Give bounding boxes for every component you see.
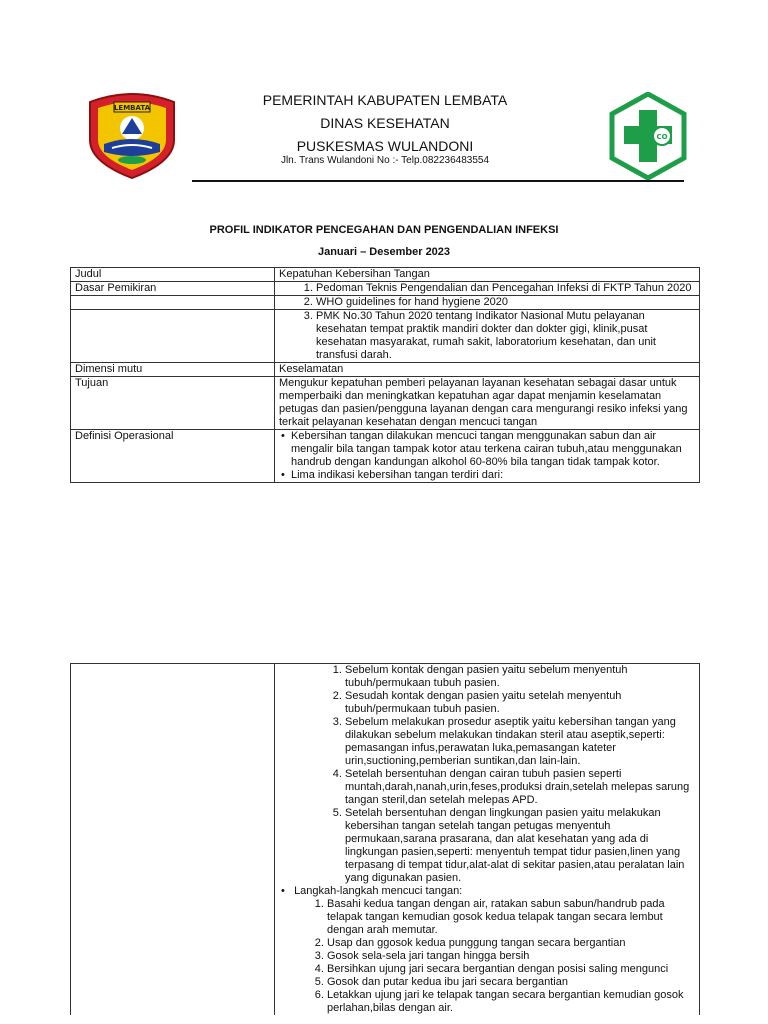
definisi-cell: [275, 430, 700, 483]
langkah-heading: Langkah-langkah mencuci tangan:: [294, 885, 463, 897]
table-row: [71, 430, 700, 483]
table-row: [71, 268, 700, 282]
svg-text:LEMBATA: LEMBATA: [113, 104, 151, 112]
definisi-bullet: • Kebersihan tangan dilakukan mencuci tangan menggunakan sabun dan air mengalir bila tangan tampak kotor atau terkena cairan tubuh,atau menggunakan handrub dengan kandungan alkohol 60-80% bila tangan tidak tampak kotor.: [291, 430, 695, 469]
table-row: [71, 296, 700, 310]
indikasi-item: 3. Sebelum melakukan prosedur aseptik yaitu kebersihan tangan yang dilakukan sebelum melakukan tindakan steril atau aseptik,seperti: pemasangan infus,perawatan luka,pemasangan kateter urin,suctioning,pemberian suntikan,dan lain-lain.: [345, 716, 695, 768]
langkah-item: 1. Basahi kedua tangan dengan air, ratakan sabun sabun/handrub pada telapak tangan kemudian gosok kedua telapak tangan secara lembut dengan arah memutar.: [327, 898, 695, 937]
document-period: Januari – Desember 2023: [317, 246, 451, 258]
langkah-item: 2. Usap dan ggosok kedua punggung tangan secara bergantian: [327, 937, 695, 950]
header-address: Jln. Trans Wulandoni No :- Telp.082236483554: [280, 155, 490, 166]
indicator-table-part-2: [70, 663, 700, 1015]
indicator-table-part-1: [70, 267, 700, 483]
empty-cell: [71, 296, 275, 310]
puskesmas-logo: [608, 92, 688, 180]
continuation-cell: [275, 664, 700, 1016]
dasar-item: 3. PMK No.30 Tahun 2020 tentang Indikator Nasional Mutu pelayanan kesehatan tempat praktik mandiri dokter dan dokter gigi, klinik,pusat kesehatan masyarakat, rumah sakit, laboratorium kesehatan, dan unit transfusi darah.: [316, 310, 695, 362]
dasar-item-cell: [275, 296, 700, 310]
langkah-item: 5. Gosok dan putar kedua ibu jari secara bergantian: [327, 976, 695, 989]
header-line-1: PEMERINTAH KABUPATEN LEMBATA: [262, 92, 508, 108]
empty-cell: [71, 310, 275, 363]
table-row: [71, 664, 700, 1016]
langkah-bullet: [291, 885, 695, 1015]
dasar-item-cell: [275, 282, 700, 296]
header-divider: [192, 180, 684, 182]
svg-text:CO: CO: [656, 133, 668, 141]
table-row: [71, 363, 700, 377]
document-title: PROFIL INDIKATOR PENCEGAHAN DAN PENGENDALIAN INFEKSI: [209, 224, 559, 236]
langkah-item: 3. Gosok sela-sela jari tangan hingga bersih: [327, 950, 695, 963]
empty-cell: [71, 664, 275, 1016]
indikasi-item: 5. Setelah bersentuhan dengan lingkungan pasien yaitu melakukan kebersihan tangan setelah tangan petugas menyentuh permukaan,sarana prasarana, dan alat kesehatan yang ada di lingkungan pasien,seperti: menyentuh tempat tidur pasien,linen yang terpasang di tempat tidur,alat-alat di sekitar pasien,atau peralatan lain yang digunakan pasien.: [345, 807, 695, 885]
row-value-tujuan: Mengukur kepatuhan pemberi pelayanan layanan kesehatan sebagai dasar untuk memperbaiki dan meningkatkan kepatuhan agar dapat menjamin keselamatan petugas dan pasien/pengguna layanan dengan cara mengurangi resiko infeksi yang terkait pelayanan kesehatan dengan mencuci tangan: [275, 377, 700, 430]
row-value-judul: Kepatuhan Kebersihan Tangan: [275, 268, 700, 282]
dasar-item: 2. WHO guidelines for hand hygiene 2020: [316, 296, 695, 309]
header-line-2: DINAS KESEHATAN: [320, 115, 450, 131]
indikasi-item: 2. Sesudah kontak dengan pasien yaitu setelah menyentuh tubuh/permukaan tubuh pasien.: [345, 690, 695, 716]
row-label-dimensi: Dimensi mutu: [71, 363, 275, 377]
row-label-tujuan: Tujuan: [71, 377, 275, 430]
row-value-dimensi: Keselamatan: [275, 363, 700, 377]
dasar-item-cell: [275, 310, 700, 363]
row-label-definisi: Definisi Operasional: [71, 430, 275, 483]
table-row: [71, 310, 700, 363]
table-row: [71, 377, 700, 430]
table-row: [71, 282, 700, 296]
dasar-item: 1. Pedoman Teknis Pengendalian dan Pencegahan Infeksi di FKTP Tahun 2020: [316, 282, 695, 295]
indikasi-item: 4. Setelah bersentuhan dengan cairan tubuh pasien seperti muntah,darah,nanah,urin,feses,produksi drain,setelah melepas sarung tangan steril,dan setelah melepas APD.: [345, 768, 695, 807]
indikasi-item: 1. Sebelum kontak dengan pasien yaitu sebelum menyentuh tubuh/permukaan tubuh pasien.: [345, 664, 695, 690]
header-line-3: PUSKESMAS WULANDONI: [296, 138, 474, 154]
definisi-bullet: • Lima indikasi kebersihan tangan terdiri dari:: [291, 469, 695, 482]
row-label-judul: Judul: [71, 268, 275, 282]
row-label-dasar: Dasar Pemikiran: [71, 282, 275, 296]
langkah-item: 4. Bersihkan ujung jari secara bergantian dengan posisi saling mengunci: [327, 963, 695, 976]
langkah-item: 6. Letakkan ujung jari ke telapak tangan secara bergantian kemudian gosok perlahan,bilas dengan air.: [327, 989, 695, 1015]
lembata-emblem-logo: [82, 90, 182, 180]
